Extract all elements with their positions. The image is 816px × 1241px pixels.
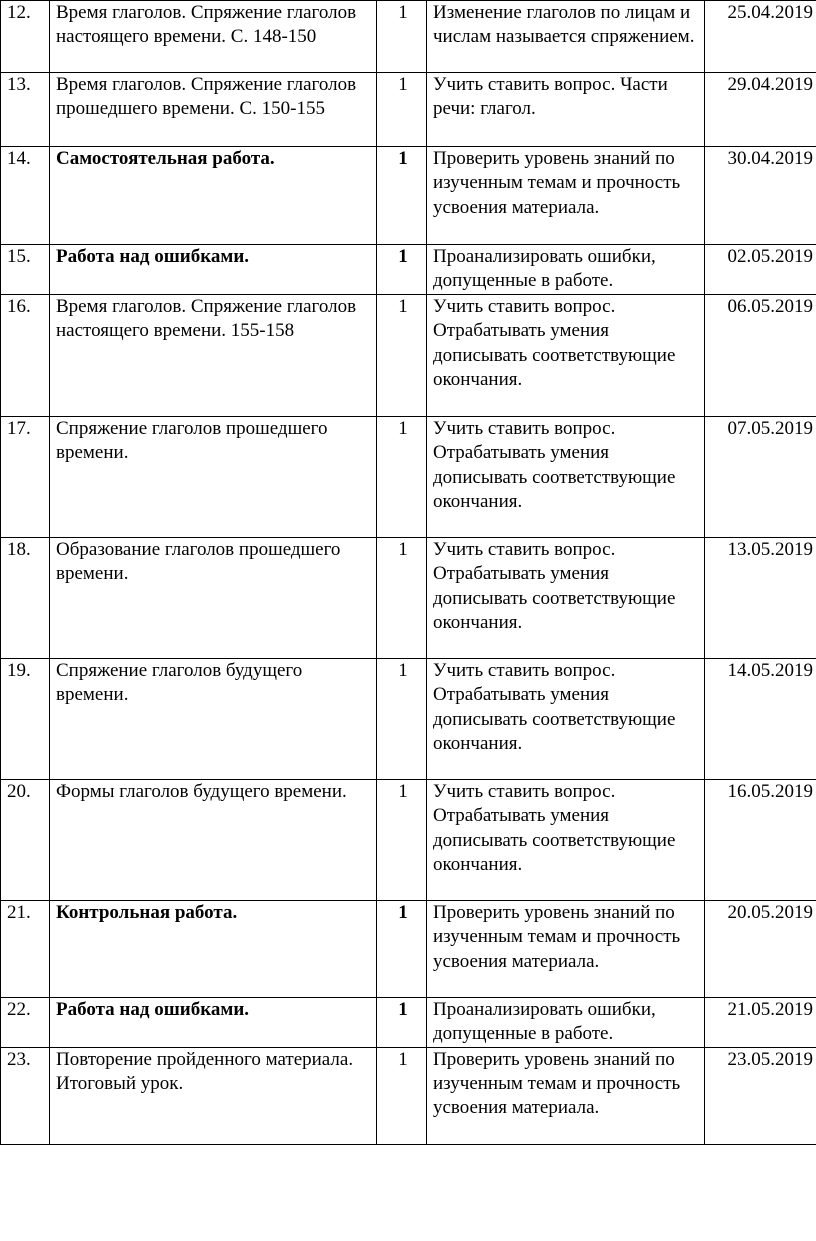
lesson-activity: Учить ставить вопрос. Отрабатывать умения дописывать соответствующие окончания. — [427, 780, 705, 901]
lesson-activity: Учить ставить вопрос. Отрабатывать умения дописывать соответствующие окончания. — [427, 538, 705, 659]
lesson-number: 17. — [1, 417, 50, 538]
lesson-activity: Проверить уровень знаний по изученным темам и прочность усвоения материала. — [427, 147, 705, 245]
lesson-date: 25.04.2019 — [705, 1, 816, 73]
lesson-hours: 1 — [377, 147, 427, 245]
lesson-date: 30.04.2019 — [705, 147, 816, 245]
lesson-topic: Время глаголов. Спряжение глаголов настоящего времени. 155-158 — [50, 295, 377, 417]
lesson-number: 13. — [1, 73, 50, 147]
lesson-activity: Проанализировать ошибки, допущенные в работе. — [427, 245, 705, 295]
lesson-topic: Спряжение глаголов прошедшего времени. — [50, 417, 377, 538]
lesson-hours: 1 — [377, 659, 427, 780]
lesson-topic: Образование глаголов прошедшего времени. — [50, 538, 377, 659]
table-row — [1, 538, 816, 659]
table-row — [1, 295, 816, 417]
lesson-number: 15. — [1, 245, 50, 295]
table-row — [1, 73, 816, 147]
table-row — [1, 245, 816, 295]
lesson-activity: Проверить уровень знаний по изученным темам и прочность усвоения материала. — [427, 901, 705, 998]
lesson-hours: 1 — [377, 73, 427, 147]
lesson-topic: Время глаголов. Спряжение глаголов настоящего времени. С. 148-150 — [50, 1, 377, 73]
lesson-number: 16. — [1, 295, 50, 417]
table-row — [1, 147, 816, 245]
lesson-hours: 1 — [377, 1, 427, 73]
lesson-hours: 1 — [377, 780, 427, 901]
lesson-date: 23.05.2019 — [705, 1047, 816, 1144]
lesson-topic: Работа над ошибками. — [50, 998, 377, 1048]
lesson-activity: Учить ставить вопрос. Части речи: глагол. — [427, 73, 705, 147]
lesson-hours: 1 — [377, 538, 427, 659]
table-row — [1, 417, 816, 538]
lesson-number: 21. — [1, 901, 50, 998]
lesson-topic: Формы глаголов будущего времени. — [50, 780, 377, 901]
lesson-topic: Спряжение глаголов будущего времени. — [50, 659, 377, 780]
table-row — [1, 1, 816, 73]
lesson-number: 18. — [1, 538, 50, 659]
lesson-topic: Самостоятельная работа. — [50, 147, 377, 245]
lesson-hours: 1 — [377, 295, 427, 417]
lesson-date: 14.05.2019 — [705, 659, 816, 780]
table-row — [1, 998, 816, 1048]
lesson-number: 14. — [1, 147, 50, 245]
lesson-number: 23. — [1, 1047, 50, 1144]
lesson-date: 06.05.2019 — [705, 295, 816, 417]
lesson-activity: Учить ставить вопрос. Отрабатывать умения дописывать соответствующие окончания. — [427, 659, 705, 780]
table-row — [1, 901, 816, 998]
lesson-number: 19. — [1, 659, 50, 780]
lesson-activity: Изменение глаголов по лицам и числам называется спряжением. — [427, 1, 705, 73]
table-row — [1, 780, 816, 901]
table-row — [1, 659, 816, 780]
lesson-date: 21.05.2019 — [705, 998, 816, 1048]
lesson-number: 12. — [1, 1, 50, 73]
lesson-activity: Учить ставить вопрос. Отрабатывать умения дописывать соответствующие окончания. — [427, 417, 705, 538]
lesson-activity: Проанализировать ошибки, допущенные в работе. — [427, 998, 705, 1048]
lesson-hours: 1 — [377, 901, 427, 998]
lesson-number: 22. — [1, 998, 50, 1048]
lesson-date: 02.05.2019 — [705, 245, 816, 295]
lesson-hours: 1 — [377, 998, 427, 1048]
lesson-number: 20. — [1, 780, 50, 901]
table-row — [1, 1047, 816, 1144]
lesson-topic: Время глаголов. Спряжение глаголов прошедшего времени. С. 150-155 — [50, 73, 377, 147]
lesson-date: 07.05.2019 — [705, 417, 816, 538]
lesson-plan-body — [1, 1, 816, 1145]
lesson-activity: Проверить уровень знаний по изученным темам и прочность усвоения материала. — [427, 1047, 705, 1144]
lesson-hours: 1 — [377, 1047, 427, 1144]
lesson-date: 13.05.2019 — [705, 538, 816, 659]
lesson-hours: 1 — [377, 417, 427, 538]
lesson-date: 20.05.2019 — [705, 901, 816, 998]
lesson-topic: Контрольная работа. — [50, 901, 377, 998]
lesson-topic: Повторение пройденного материала. Итоговый урок. — [50, 1047, 377, 1144]
lesson-activity: Учить ставить вопрос. Отрабатывать умения дописывать соответствующие окончания. — [427, 295, 705, 417]
lesson-hours: 1 — [377, 245, 427, 295]
lesson-date: 16.05.2019 — [705, 780, 816, 901]
lesson-date: 29.04.2019 — [705, 73, 816, 147]
lesson-topic: Работа над ошибками. — [50, 245, 377, 295]
